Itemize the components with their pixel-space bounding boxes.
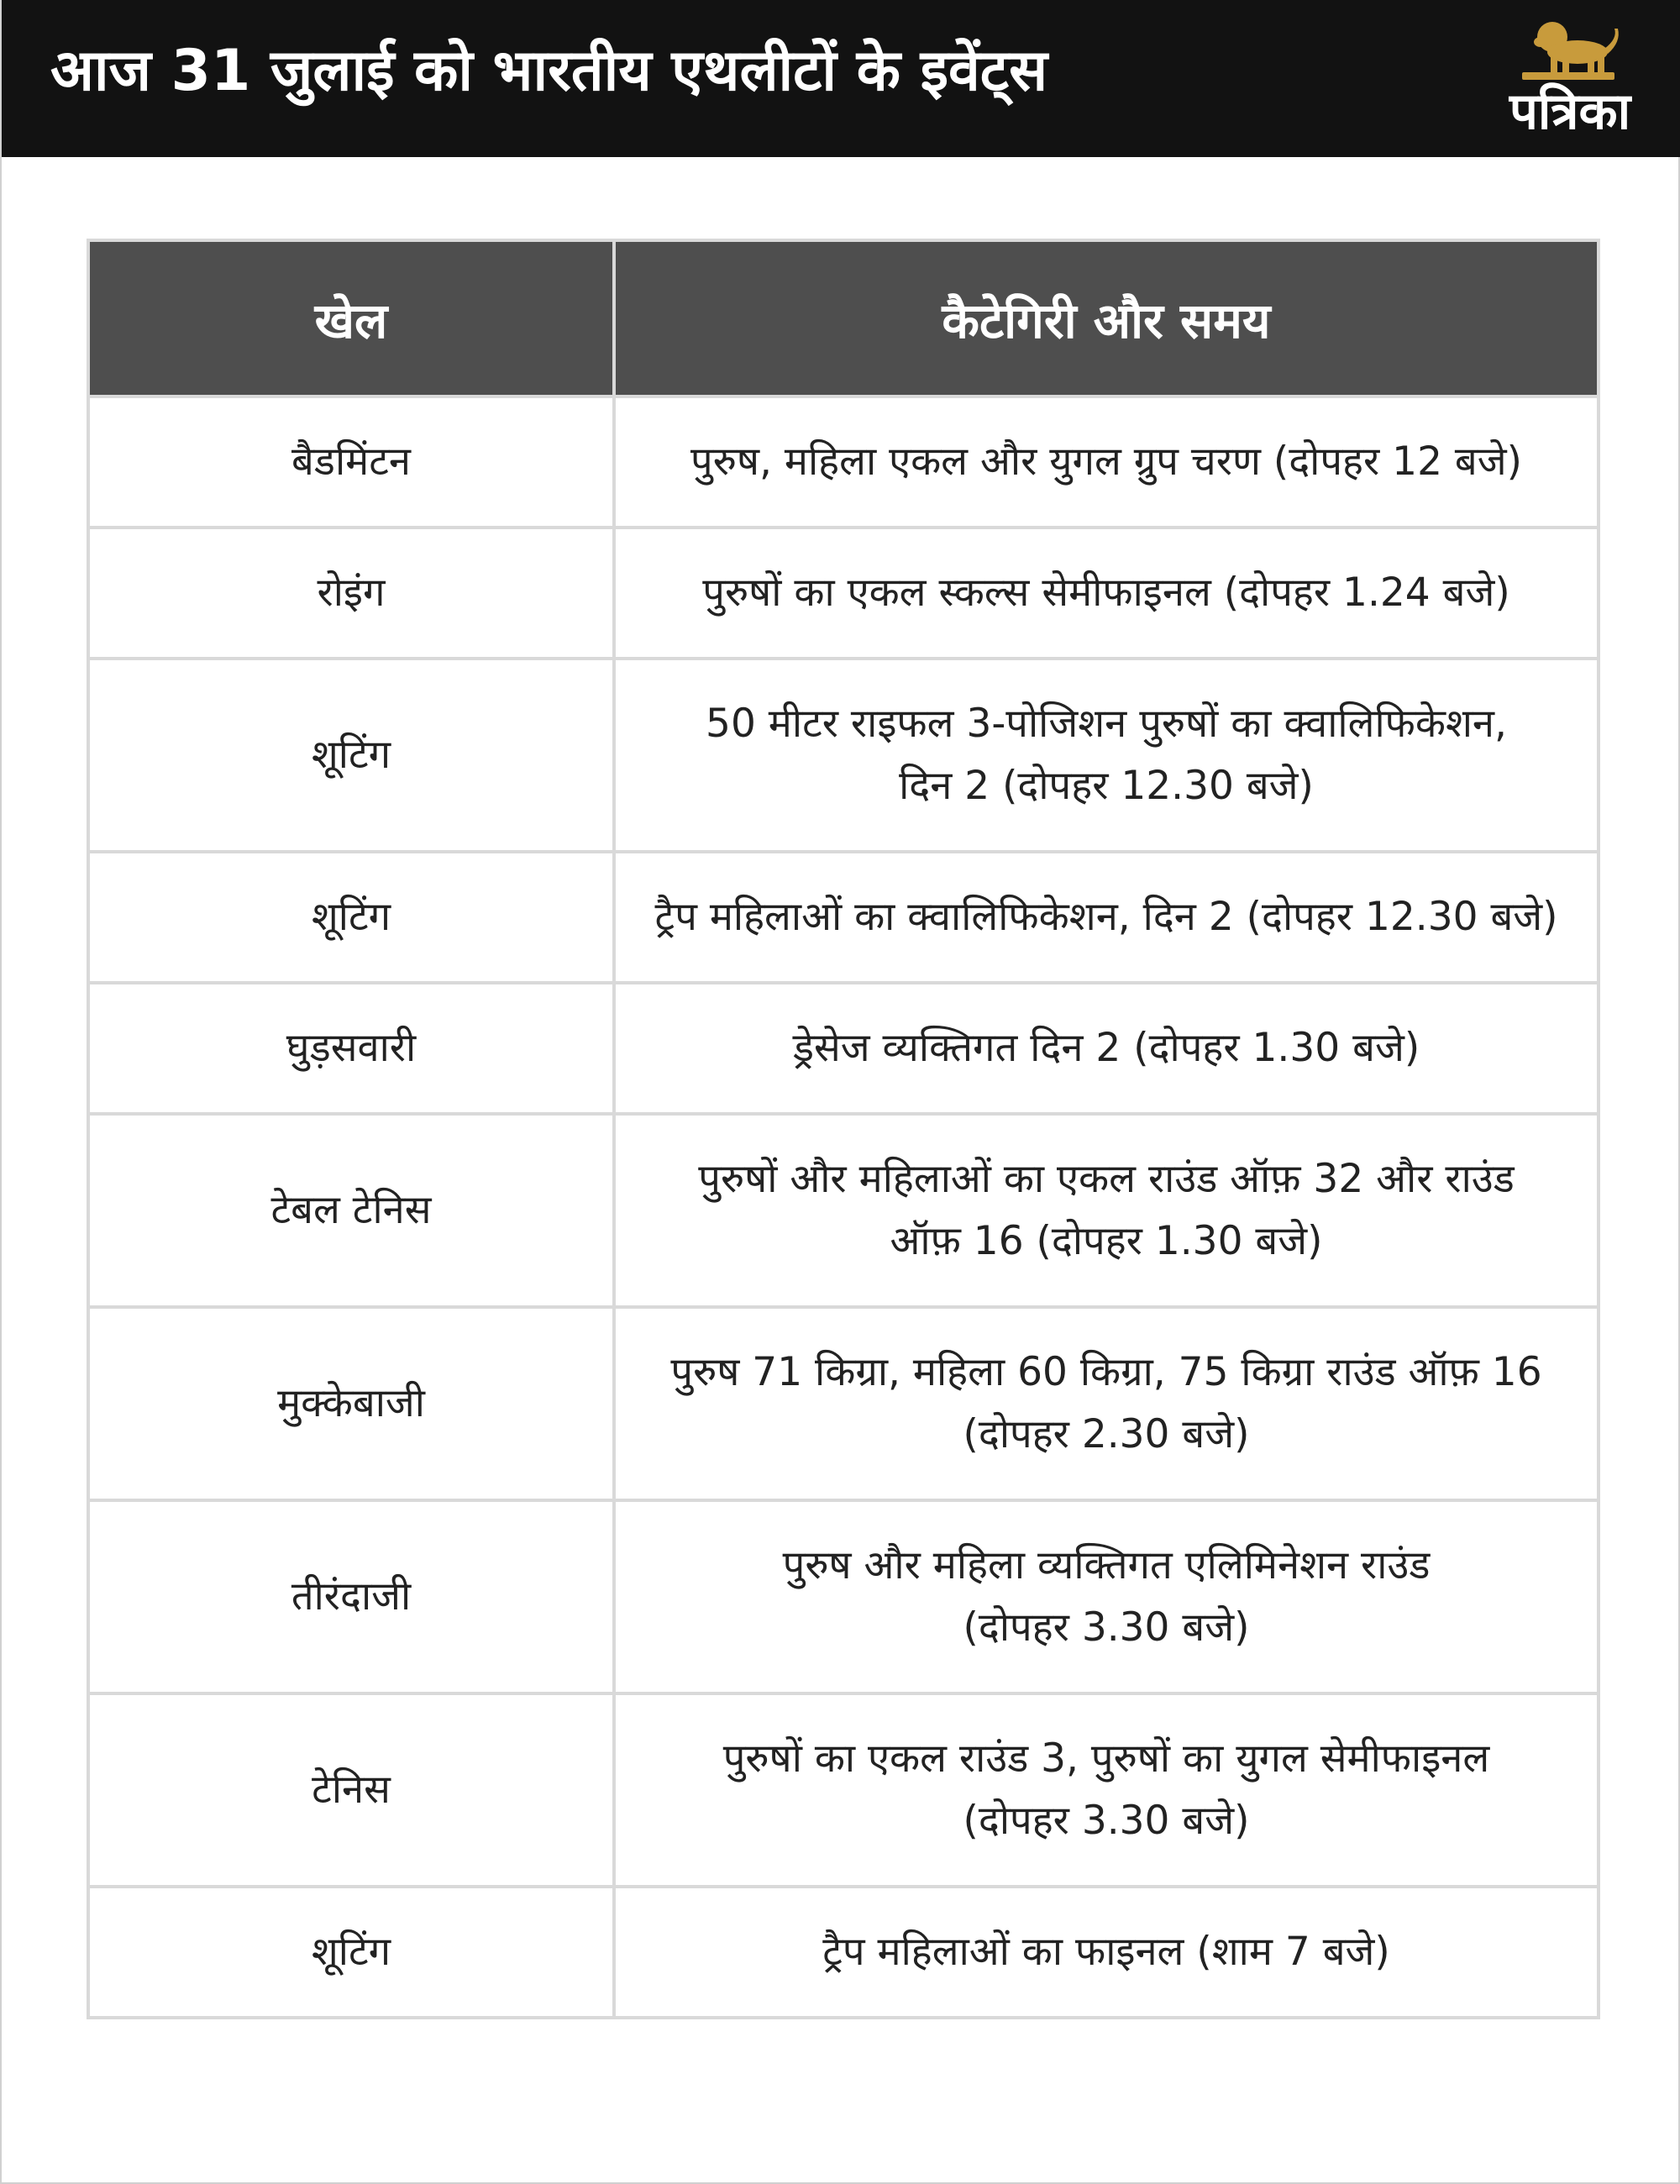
detail-cell (614, 1307, 1599, 1500)
detail-cell (614, 1500, 1599, 1693)
table-row (88, 1114, 1599, 1307)
detail-cell (614, 528, 1599, 659)
detail-line: (दोपहर 2.30 बजे) (963, 1411, 1250, 1457)
detail-cell (614, 1693, 1599, 1887)
table-row (88, 852, 1599, 983)
table-row (88, 1693, 1599, 1887)
sport-cell: टेबल टेनिस (88, 1114, 614, 1307)
detail-line: पुरुषों और महिलाओं का एकल राउंड ऑफ़ 32 और राउंड (698, 1156, 1515, 1202)
table-header-row (88, 240, 1599, 396)
detail-line: पुरुष 71 किग्रा, महिला 60 किग्रा, 75 किग्रा राउंड ऑफ़ 16 (670, 1349, 1542, 1395)
sport-cell: रोइंग (88, 528, 614, 659)
header-banner (2, 0, 1680, 157)
table-row (88, 983, 1599, 1114)
detail-line: पुरुष, महिला एकल और युगल ग्रुप चरण (दोपहर 12 बजे) (690, 438, 1522, 485)
page-title: आज 31 जुलाई को भारतीय एथलीटों के इवेंट्स (50, 38, 1048, 104)
table-row (88, 1500, 1599, 1693)
detail-line: पुरुष और महिला व्यक्तिगत एलिमिनेशन राउंड (782, 1542, 1431, 1588)
sport-cell: शूटिंग (88, 659, 614, 852)
sport-cell: शूटिंग (88, 852, 614, 983)
detail-line: ड्रेसेज व्यक्तिगत दिन 2 (दोपहर 1.30 बजे) (792, 1025, 1420, 1071)
table-row (88, 528, 1599, 659)
sport-cell: टेनिस (88, 1693, 614, 1887)
sport-cell: मुक्केबाजी (88, 1307, 614, 1500)
detail-line: (दोपहर 3.30 बजे) (963, 1604, 1250, 1651)
detail-line: ट्रैप महिलाओं का क्वालिफिकेशन, दिन 2 (दोपहर 12.30 बजे) (654, 894, 1558, 940)
events-table (87, 239, 1600, 2019)
sport-cell: तीरंदाजी (88, 1500, 614, 1693)
detail-line: 50 मीटर राइफल 3-पोजिशन पुरुषों का क्वालिफिकेशन, (706, 701, 1507, 747)
detail-cell (614, 396, 1599, 528)
table-row (88, 396, 1599, 528)
detail-cell (614, 1114, 1599, 1307)
brand-name: पत्रिका (1509, 82, 1631, 141)
sport-cell: शूटिंग (88, 1887, 614, 2018)
detail-cell (614, 659, 1599, 852)
table-row (88, 1887, 1599, 2018)
detail-line: ट्रैप महिलाओं का फाइनल (शाम 7 बजे) (822, 1929, 1390, 1975)
table-row (88, 659, 1599, 852)
sport-cell: घुड़सवारी (88, 983, 614, 1114)
detail-cell (614, 852, 1599, 983)
column-header-category-time: कैटेगिरी और समय (614, 240, 1599, 396)
detail-cell (614, 1887, 1599, 2018)
table-row (88, 1307, 1599, 1500)
detail-line: पुरुषों का एकल राउंड 3, पुरुषों का युगल सेमीफाइनल (722, 1735, 1490, 1782)
lion-logo-icon (1514, 17, 1623, 82)
detail-cell (614, 983, 1599, 1114)
detail-line: दिन 2 (दोपहर 12.30 बजे) (899, 763, 1314, 809)
detail-line: पुरुषों का एकल स्कल्स सेमीफाइनल (दोपहर 1.24 बजे) (702, 570, 1510, 616)
brand-logo (1490, 17, 1650, 143)
detail-line: ऑफ़ 16 (दोपहर 1.30 बजे) (890, 1218, 1323, 1264)
sport-cell: बैडमिंटन (88, 396, 614, 528)
column-header-sport: खेल (88, 240, 614, 396)
detail-line: (दोपहर 3.30 बजे) (963, 1798, 1250, 1844)
